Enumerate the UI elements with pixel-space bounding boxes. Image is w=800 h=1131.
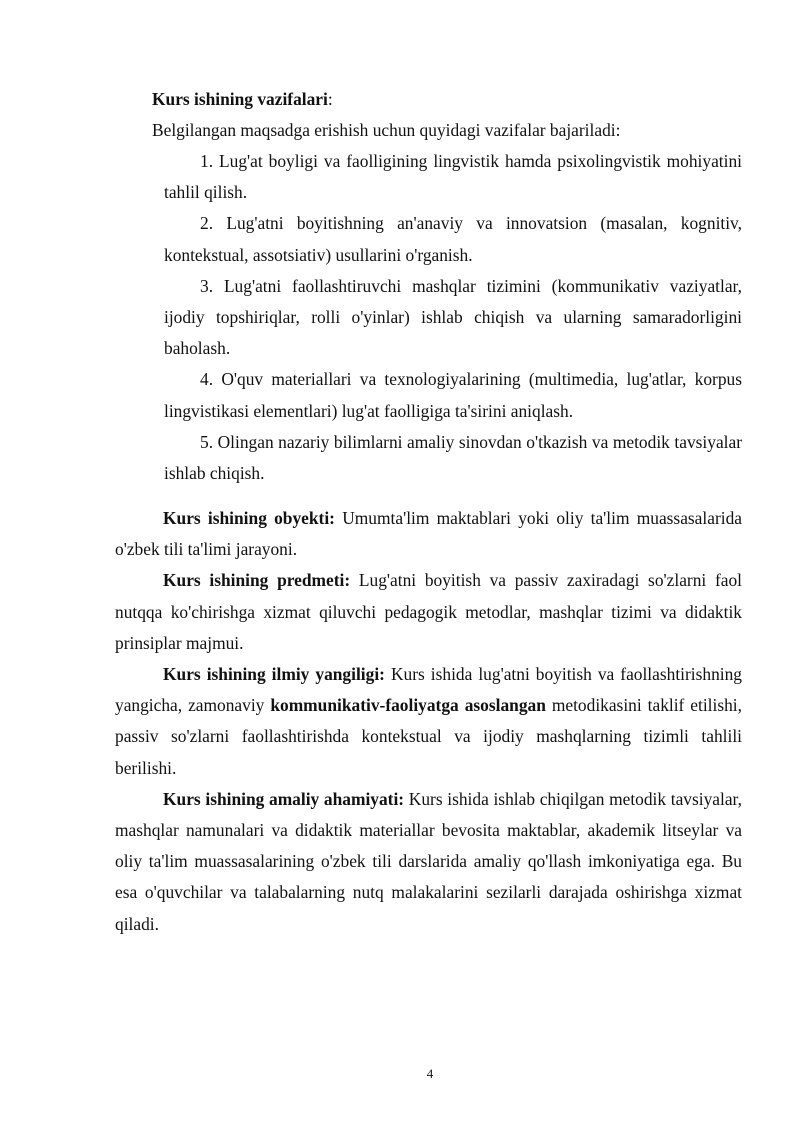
subject-text: Lug'atni boyitish va passiv zaxiradagi so'zlarni faol nutqqa ko'chirishga xizmat qiluvchi pedagogik metodlar, mashqlar tizimi va didaktik prinsiplar majmui. (115, 570, 742, 653)
task-text: Lug'atni boyitishning an'anaviy va innovatsion (masalan, kognitiv, kontekstual, assotsiativ) usullarini o'rganish. (164, 213, 742, 265)
task-text: Olingan nazariy bilimlarni amaliy sinovdan o'tkazish va metodik tavsiyalar ishlab chiqish. (164, 431, 743, 484)
body-text (115, 503, 742, 940)
task-number: 2. (200, 213, 214, 234)
practical-text: Kurs ishida ishlab chiqilgan metodik tavsiyalar, mashqlar namunalari va didaktik materiallar bevosita maktablar, akademik litseylar va oliy ta'lim muassasalarining o'zbek tili darslarida amaliy qo'llash imkoniyatiga ega. Bu esa o'quvchilar va talabalarning nutq malakalarini sezilarli darajada oshirishga xizmat qiladi. (115, 788, 742, 934)
novelty-paragraph (115, 659, 742, 784)
object-text: Umumta'lim maktablari yoki oliy ta'lim muassasalarida o'zbek tili ta'limi jarayoni. (115, 508, 742, 560)
task-text: Lug'at boyligi va faolligining lingvistik hamda psixolingvistik mohiyatini tahlil qilish. (164, 151, 742, 203)
task-item (164, 271, 742, 365)
tasks-heading (152, 84, 752, 115)
task-item (164, 427, 742, 489)
novelty-text-1: Kurs ishida lug'atni boyitish va faollashtirishning yangicha, zamonaviy (115, 664, 742, 716)
subject-paragraph (115, 565, 742, 659)
tasks-list (164, 146, 742, 489)
task-text: O'quv materiallari va texnologiyalarining (multimedia, lug'atlar, korpus lingvistikasi elementlari) lug'at faolligiga ta'sirini aniqlash. (164, 369, 742, 421)
task-number: 1. (200, 151, 214, 171)
subject-label: Kurs ishining predmeti: (163, 570, 351, 591)
task-item (164, 146, 742, 208)
object-paragraph (115, 503, 742, 565)
task-item (164, 364, 742, 426)
practical-label: Kurs ishining amaliy ahamiyati: (163, 788, 405, 809)
novelty-label: Kurs ishining ilmiy yangiligi: (163, 664, 385, 685)
task-number: 4. (200, 369, 214, 390)
practical-paragraph (115, 784, 742, 940)
task-number: 3. (200, 275, 214, 296)
object-label: Kurs ishining obyekti: (163, 508, 335, 528)
task-text: Lug'atni faollashtiruvchi mashqlar tizimini (kommunikativ vaziyatlar, ijodiy topshiriqlar, rolli o'yinlar) ishlab chiqish va ularning samaradorligini baholash. (164, 275, 742, 359)
page-number: 4 (426, 1066, 434, 1081)
tasks-heading-colon: : (327, 89, 333, 109)
tasks-heading-bold: Kurs ishining vazifalari (152, 89, 328, 109)
task-number: 5. (200, 431, 214, 452)
novelty-text-2: metodikasini taklif etilishi, passiv so'zlarni faollashtirishda kontekstual va ijodiy mashqlarning tizimli tahlili berilishi. (115, 695, 742, 778)
task-item (164, 208, 742, 270)
tasks-intro: Belgilangan maqsadga erishish uchun quyidagi vazifalar bajariladi: (152, 120, 621, 140)
novelty-bold-term: kommunikativ-faoliyatga asoslangan (270, 695, 546, 716)
